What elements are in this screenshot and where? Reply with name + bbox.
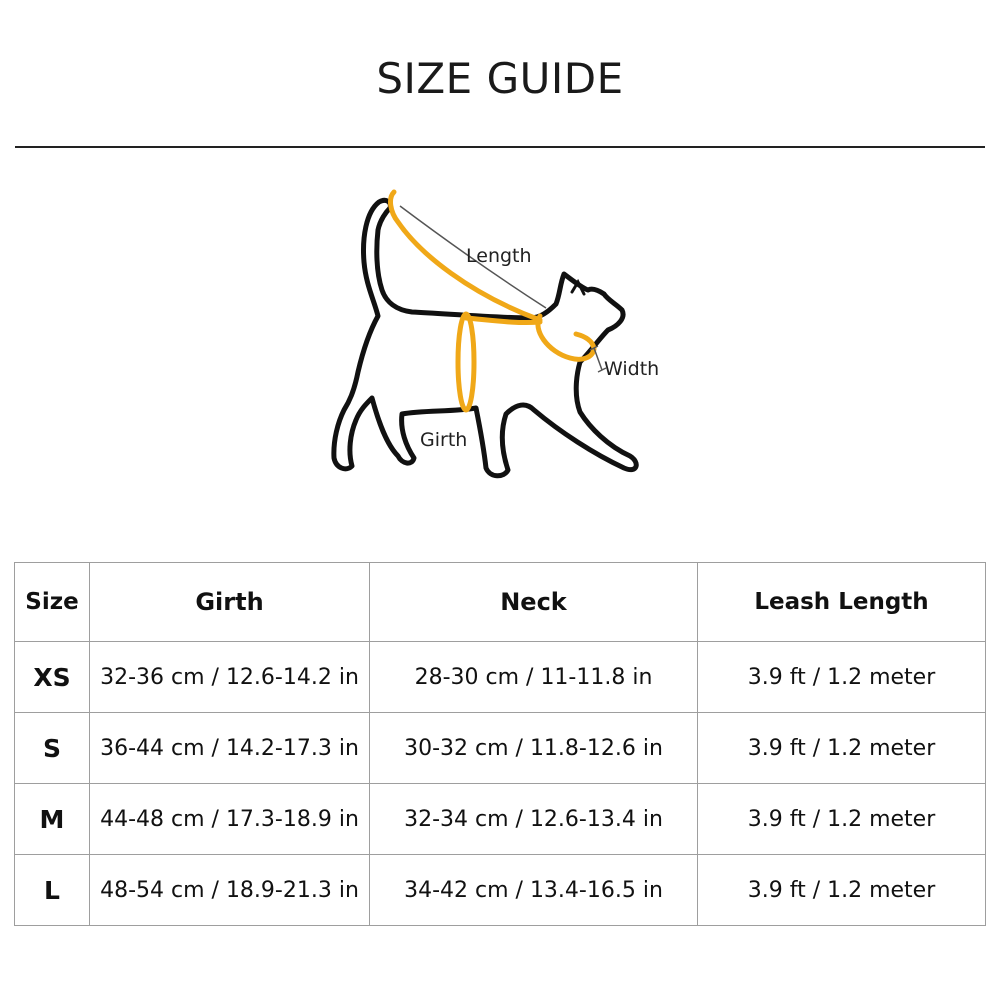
girth-label: Girth bbox=[420, 429, 468, 451]
size-cell: M bbox=[15, 784, 90, 855]
table-row bbox=[15, 713, 986, 784]
size-table bbox=[14, 562, 986, 926]
size-cell: XS bbox=[15, 642, 90, 713]
header-size: Size bbox=[15, 563, 90, 642]
table-header-row bbox=[15, 563, 986, 642]
girth-cell: 44-48 cm / 17.3-18.9 in bbox=[90, 784, 370, 855]
table-row bbox=[15, 642, 986, 713]
page-title: SIZE GUIDE bbox=[376, 54, 624, 103]
cat-harness-diagram bbox=[320, 185, 680, 490]
leash-cell: 3.9 ft / 1.2 meter bbox=[698, 855, 986, 926]
neck-cell: 34-42 cm / 13.4-16.5 in bbox=[370, 855, 698, 926]
neck-cell: 30-32 cm / 11.8-12.6 in bbox=[370, 713, 698, 784]
size-cell: S bbox=[15, 713, 90, 784]
header-girth: Girth bbox=[90, 563, 370, 642]
leash-cell: 3.9 ft / 1.2 meter bbox=[698, 642, 986, 713]
header-neck: Neck bbox=[370, 563, 698, 642]
table-row bbox=[15, 784, 986, 855]
leash-cell: 3.9 ft / 1.2 meter bbox=[698, 784, 986, 855]
girth-cell: 32-36 cm / 12.6-14.2 in bbox=[90, 642, 370, 713]
girth-cell: 48-54 cm / 18.9-21.3 in bbox=[90, 855, 370, 926]
neck-cell: 32-34 cm / 12.6-13.4 in bbox=[370, 784, 698, 855]
cat-outline bbox=[334, 200, 636, 475]
girth-cell: 36-44 cm / 14.2-17.3 in bbox=[90, 713, 370, 784]
size-cell: L bbox=[15, 855, 90, 926]
neck-cell: 28-30 cm / 11-11.8 in bbox=[370, 642, 698, 713]
table-row bbox=[15, 855, 986, 926]
title-divider bbox=[15, 146, 985, 148]
leash-cell: 3.9 ft / 1.2 meter bbox=[698, 713, 986, 784]
header-leash-length: Leash Length bbox=[698, 563, 986, 642]
width-label: Width bbox=[604, 358, 660, 380]
length-label: Length bbox=[466, 245, 532, 267]
